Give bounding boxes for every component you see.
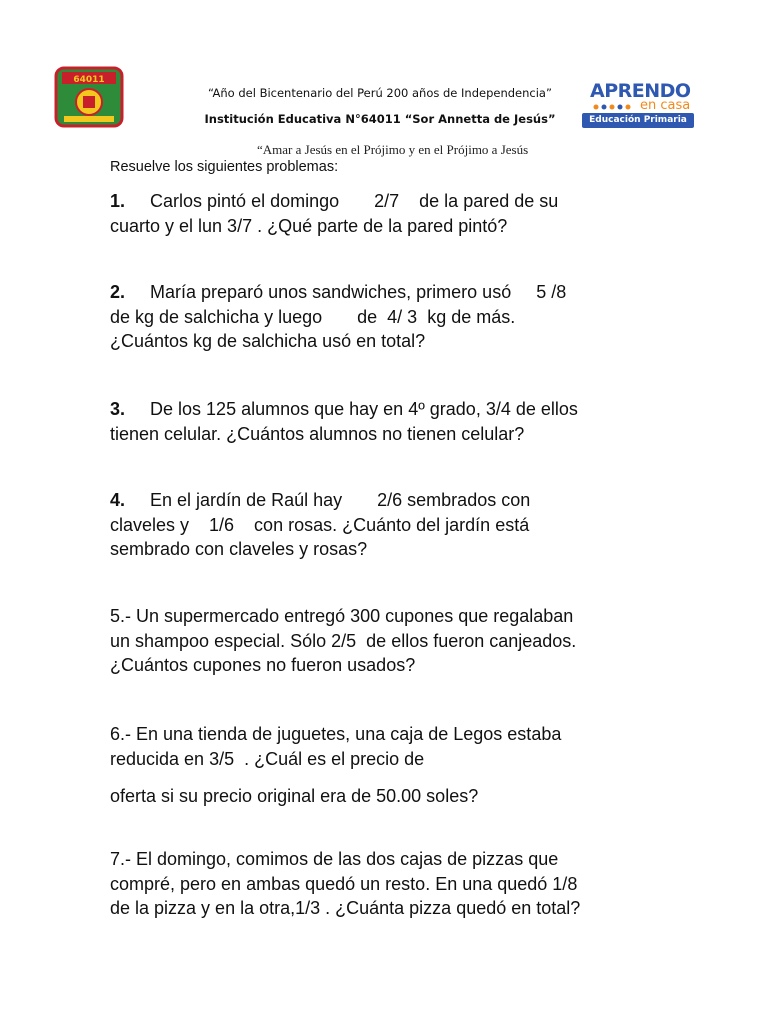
instructions: Resuelve los siguientes problemas: xyxy=(110,159,339,175)
problem-4-line-1 xyxy=(110,488,670,513)
problem-5-line-2: un shampoo especial. Sólo 2/5 de ellos fueron canjeados. xyxy=(110,630,577,651)
problem-2-line-1 xyxy=(110,280,670,305)
problem-7-line-1: 7.- El domingo, comimos de las dos cajas de pizzas que xyxy=(110,849,559,869)
problem-6 xyxy=(110,722,670,809)
problem-3-text-1: De los 125 alumnos que hay en 4º grado, 3/4 de ellos xyxy=(125,399,578,419)
problem-3-number: 3. xyxy=(110,399,126,419)
year-motto: “Año del Bicentenario del Perú 200 años de Independencia” xyxy=(208,86,552,100)
problem-1 xyxy=(110,189,670,238)
problem-6-line-2: reducida en 3/5 . ¿Cuál es el precio de xyxy=(110,748,425,769)
problem-5-line-1: 5.- Un supermercado entregó 300 cupones que regalaban xyxy=(110,606,574,626)
problem-1-line-1 xyxy=(110,189,670,214)
institution-name: Institución Educativa N°64011 “Sor Annetta de Jesús” xyxy=(204,112,556,126)
problem-3-line-2: tienen celular. ¿Cuántos alumnos no tienen celular? xyxy=(110,423,525,444)
problem-5 xyxy=(110,604,670,678)
aprendo-en-casa-logo xyxy=(582,78,694,132)
problem-3-line-1 xyxy=(110,397,670,422)
school-motto: “Amar a Jesús en el Prójimo y en el Prójimo a Jesús xyxy=(257,142,529,157)
crest-number: 64011 xyxy=(73,75,105,85)
problem-1-number: 1. xyxy=(110,191,126,211)
problem-7-line-3: de la pizza y en la otra,1/3 . ¿Cuánta pizza quedó en total? xyxy=(110,898,581,918)
problem-7-line-2: compré, pero en ambas quedó un resto. En una quedó 1/8 xyxy=(110,873,578,894)
problem-2-text-1: María preparó unos sandwiches, primero usó 5 /8 xyxy=(125,282,567,302)
problem-2-number: 2. xyxy=(110,282,126,302)
problem-6-line-1: 6.- En una tienda de juguetes, una caja de Legos estaba xyxy=(110,724,562,744)
problem-7 xyxy=(110,847,670,921)
problem-4-number: 4. xyxy=(110,490,126,510)
problem-4 xyxy=(110,488,670,562)
school-crest-logo xyxy=(54,66,124,128)
brand-level: Educación Primaria xyxy=(589,115,687,125)
problem-1-line-2: cuarto y el lun 3/7 . ¿Qué parte de la pared pintó? xyxy=(110,215,508,236)
problem-6-line-3: oferta si su precio original era de 50.00 soles? xyxy=(110,786,479,806)
problem-5-line-3: ¿Cuántos cupones no fueron usados? xyxy=(110,655,416,675)
brand-dots-icon xyxy=(592,103,636,111)
problem-4-line-3: sembrado con claveles y rosas? xyxy=(110,539,368,559)
problem-4-text-1: En el jardín de Raúl hay 2/6 sembrados con xyxy=(125,490,531,510)
problem-2 xyxy=(110,280,670,354)
problem-6-spacer xyxy=(110,771,670,784)
problem-4-line-2: claveles y 1/6 con rosas. ¿Cuánto del jardín está xyxy=(110,514,530,535)
problem-1-text-1: Carlos pintó el domingo 2/7 de la pared de su xyxy=(125,191,559,211)
problem-3 xyxy=(110,397,670,446)
brand-title: APRENDO xyxy=(590,80,691,102)
problem-2-line-3: ¿Cuántos kg de salchicha usó en total? xyxy=(110,331,426,351)
brand-subtitle: en casa xyxy=(640,98,691,113)
problem-2-line-2: de kg de salchicha y luego de 4/ 3 kg de más. xyxy=(110,306,516,327)
